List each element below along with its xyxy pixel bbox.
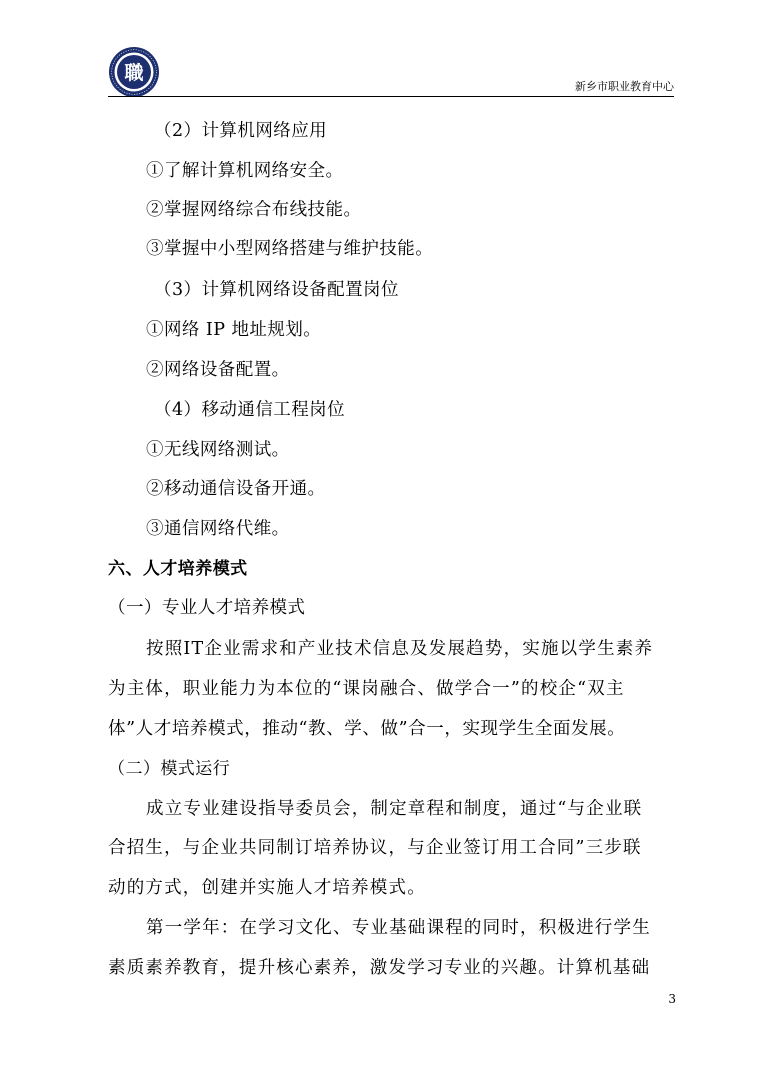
list-item: ②网络设备配置。 xyxy=(146,360,290,380)
list-item: ①无线网络测试。 xyxy=(146,440,290,460)
list-item: ③掌握中小型网络搭建与维护技能。 xyxy=(146,239,434,259)
paragraph-line: 动的方式，创建并实施人才培养模式。 xyxy=(108,878,426,898)
subsection-heading: （3）计算机网络设备配置岗位 xyxy=(154,280,399,300)
subsection-heading: （4）移动通信工程岗位 xyxy=(154,400,346,420)
header-title: 新乡市职业教育中心 xyxy=(575,80,674,93)
subsection-heading: （2）计算机网络应用 xyxy=(154,121,328,141)
list-item: ②掌握网络综合布线技能。 xyxy=(146,200,362,220)
list-item: ②移动通信设备开通。 xyxy=(146,479,326,499)
section-heading: 六、人才培养模式 xyxy=(108,559,248,579)
paragraph-line: 为主体，职业能力为本位的“课岗融合、做学合一”的校企“双主 xyxy=(108,679,625,699)
paragraph-line: 体”人才培养模式，推动“教、学、做”合一，实现学生全面发展。 xyxy=(108,719,626,739)
subsection-heading: （二）模式运行 xyxy=(108,759,231,779)
logo-glyph: 職 xyxy=(124,62,144,84)
header-rule xyxy=(108,96,674,97)
page-header xyxy=(108,38,674,98)
paragraph-line: 第一学年：在学习文化、专业基础课程的同时，积极进行学生 xyxy=(146,918,651,938)
paragraph-line: 合招生，与企业共同制订培养协议，与企业签订用工合同”三步联 xyxy=(108,838,642,858)
page-number: 3 xyxy=(668,992,676,1006)
list-item: ①网络 IP 地址规划。 xyxy=(146,320,322,340)
paragraph-line: 成立专业建设指导委员会，制定章程和制度，通过“与企业联 xyxy=(146,799,643,819)
list-item: ③通信网络代维。 xyxy=(146,519,290,539)
paragraph-line: 按照IT企业需求和产业技术信息及发展趋势，实施以学生素养 xyxy=(146,639,654,659)
paragraph-line: 素质素养教育，提升核心素养，激发学习专业的兴趣。计算机基础 xyxy=(108,958,651,978)
list-item: ①了解计算机网络安全。 xyxy=(146,161,344,181)
subsection-heading: （一）专业人才培养模式 xyxy=(108,598,306,618)
school-logo xyxy=(108,46,160,98)
